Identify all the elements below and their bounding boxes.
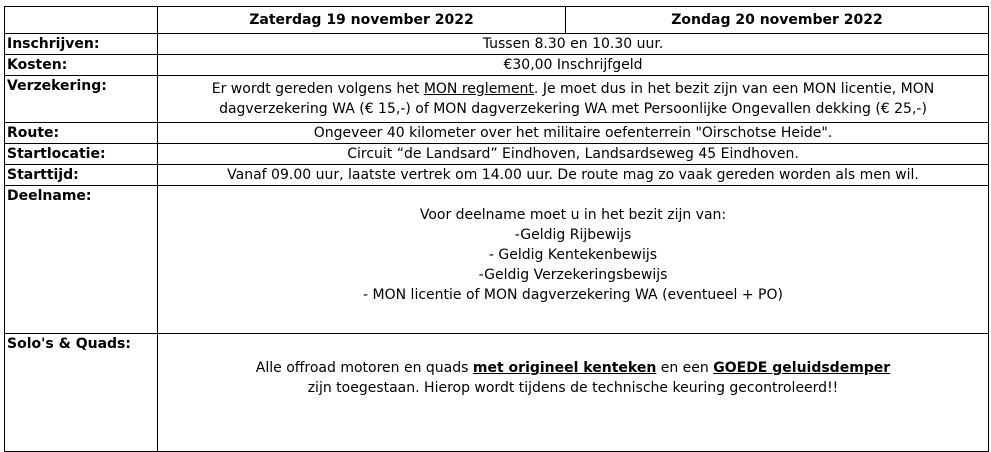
value-verzekering [158,76,989,123]
row-verzekering [5,76,989,123]
deelname-intro: Voor deelname moet u in het bezit zijn van: [419,207,727,223]
header-row [5,7,989,34]
label-kosten: Kosten: [5,55,158,76]
event-info-table [4,6,989,452]
label-inschrijven: Inschrijven: [5,34,158,55]
label-deelname: Deelname: [5,186,158,334]
row-starttijd [5,165,989,186]
solos-text-1: Alle offroad motoren en quads [255,360,473,376]
label-solos-quads: Solo's & Quads: [5,334,158,452]
row-inschrijven [5,34,989,55]
row-deelname [5,186,989,334]
row-startlocatie [5,144,989,165]
deelname-item: - Geldig Kentekenbewijs [488,247,658,263]
value-starttijd: Vanaf 09.00 uur, laatste vertrek om 14.00 uur. De route mag zo vaak gereden worden als men wil. [158,165,989,186]
solos-emphasis-kenteken: met origineel kenteken [472,360,657,376]
label-startlocatie: Startlocatie: [5,144,158,165]
row-solos-quads [5,334,989,452]
value-startlocatie: Circuit “de Landsard” Eindhoven, Landsardseweg 45 Eindhoven. [158,144,989,165]
deelname-item: -Geldig Verzekeringsbewijs [478,267,668,283]
solos-text-2: en een [656,360,714,376]
value-solos-quads [158,334,989,452]
value-route: Ongeveer 40 kilometer over het militaire oefenterrein "Oirschotse Heide". [158,123,989,144]
deelname-item: -Geldig Rijbewijs [514,227,632,243]
verzekering-text-after: . Je moet dus in het bezit zijn van een MON licentie, MON dagverzekering WA (€ 15,-) of MON dagverzekering WA met Persoonlijke Ongevallen dekking (€ 25,-) [219,81,935,117]
label-verzekering: Verzekering: [5,76,158,123]
verzekering-text-before: Er wordt gereden volgens het [211,81,424,97]
solos-text-3: zijn toegestaan. Hierop wordt tijdens de technische keuring gecontroleerd!! [307,380,839,396]
value-deelname [158,186,989,334]
day2-header: Zondag 20 november 2022 [566,7,989,34]
day1-header: Zaterdag 19 november 2022 [158,7,566,34]
deelname-item: - MON licentie of MON dagverzekering WA (eventueel + PO) [363,287,783,303]
value-inschrijven: Tussen 8.30 en 10.30 uur. [158,34,989,55]
mon-reglement-link[interactable]: MON reglement [423,81,534,97]
label-route: Route: [5,123,158,144]
label-starttijd: Starttijd: [5,165,158,186]
row-kosten [5,55,989,76]
solos-emphasis-geluidsdemper: GOEDE geluidsdemper [713,360,891,376]
header-blank-cell [5,7,158,34]
value-kosten: €30,00 Inschrijfgeld [158,55,989,76]
row-route [5,123,989,144]
